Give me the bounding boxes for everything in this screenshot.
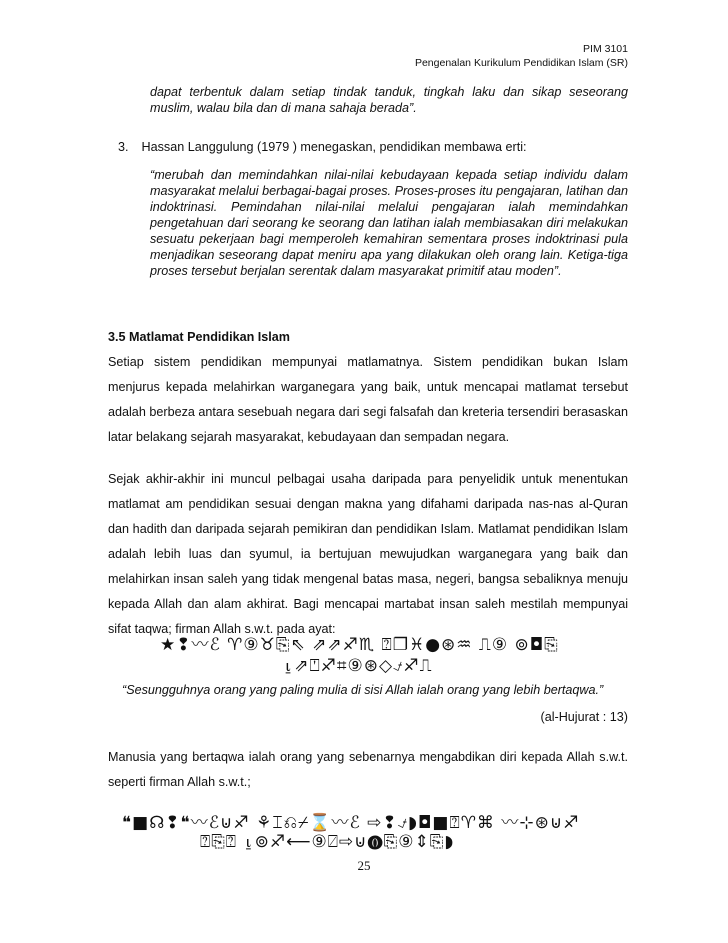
verse-reference: (al-Hujurat : 13) [540,710,628,724]
arabic-verse-2-line-2: ⍰⎘⍰ ⍸⊚♐⟵⑨⍁⇨⊍⓿⎘⑨⇕⎘◗ [200,832,455,852]
quote-text: dapat terbentuk dalam setiap tindak tanduk, tingkah laku dan sikap seseorang muslim, walau bila dan di mana sahaja berada”. [150,85,628,115]
paragraph-1 [108,350,628,450]
hassan-quote [150,167,628,279]
arabic-verse-2-line-1: ❝■☊❢❝〰ℰ⊍♐ ⚘⌶⎌⌿⌛〰ℰ ⇨❢⍻◗◘■⍰♈⌘ 〰⊹⊛⊍♐ [122,813,580,833]
hassan-quote-text: “merubah dan memindahkan nilai-nilai kebudayaan kepada setiap individu dalam masyarakat melalui berbagai-bagai proses. Proses-proses itu pengajaran, latihan dan indoktrinasi. Pemindahan nilai-nilai melalui pengajaran ialah memindahkan pengetahuan dari seorang ke seorang dan latihan ialah membiasakan diri melakukan sesuatu pekerjaan bagi memperoleh kemahiran sementara proses indoktrinasi pula menjadikan seseorang dapat meniru apa yang dilakukan oleh orang lain. Ketiga-tiga proses tersebut berjalan serentak dalam masyarakat primitif atau moden”. [150,168,628,278]
course-code: PIM 3101 [583,43,628,55]
running-header [415,42,628,70]
paragraph-3 [108,745,628,795]
arabic-verse-1-line-2: ⍸⇗⍞♐⌗⑨⊛◇⍻♐⎍ [283,656,433,676]
list-number: 3. [118,140,129,154]
paragraph-3-text: Manusia yang bertaqwa ialah orang yang sebenarnya mengabdikan diri kepada Allah s.w.t. seperti firman Allah s.w.t.; [108,750,628,789]
list-item-3 [118,140,527,154]
paragraph-1-text: Setiap sistem pendidikan mempunyai matlamatnya. Sistem pendidikan bukan Islam menjurus kepada melahirkan warganegara yang baik, untuk mencapai matlamat tersebut adalah berbeza antara sesebuah negara dari segi falsafah dan kreteria tersendiri berasaskan latar belakang sejarah masyarakat, kebudayaan dan sempadan negara. [108,355,628,444]
arabic-verse-1-line-1: ★❢〰ℰ ♈⑨♉⎘⇖ ⇗⇗♐♏ ⍰❐♓●⊛♒ ⎍⑨ ⊚◘⎘ [160,635,559,655]
section-heading: 3.5 Matlamat Pendidikan Islam [108,330,290,344]
course-title: Pengenalan Kurikulum Pendidikan Islam (SR) [414,57,628,69]
list-item-text: Hassan Langgulung (1979 ) menegaskan, pendidikan membawa erti: [141,140,527,154]
verse-translation: “Sesungguhnya orang yang paling mulia di sisi Allah ialah orang yang lebih bertaqwa.” [122,683,604,697]
quote-continuation [150,84,628,116]
page-number: 25 [357,858,371,873]
paragraph-2-text: Sejak akhir-akhir ini muncul pelbagai usaha daripada para penyelidik untuk menentukan matlamat am pendidikan sesuai dengan makna yang difahami daripada nas-nas al-Quran dan hadith dan daripada sejarah pemikiran dan pendidikan Islam. Matlamat pendidikan Islam adalah lebih luas dan syumul, ia bertujuan mewujudkan warganegara yang baik dan melahirkan insan saleh yang tidak mengenal batas masa, negeri, bangsa sebaliknya menuju kepada Allah dan alam akhirat. Bagi mencapai martabat insan saleh mestilah mempunyai sifat taqwa; firman Allah s.w.t. pada ayat: [108,472,628,636]
paragraph-2 [108,467,628,642]
